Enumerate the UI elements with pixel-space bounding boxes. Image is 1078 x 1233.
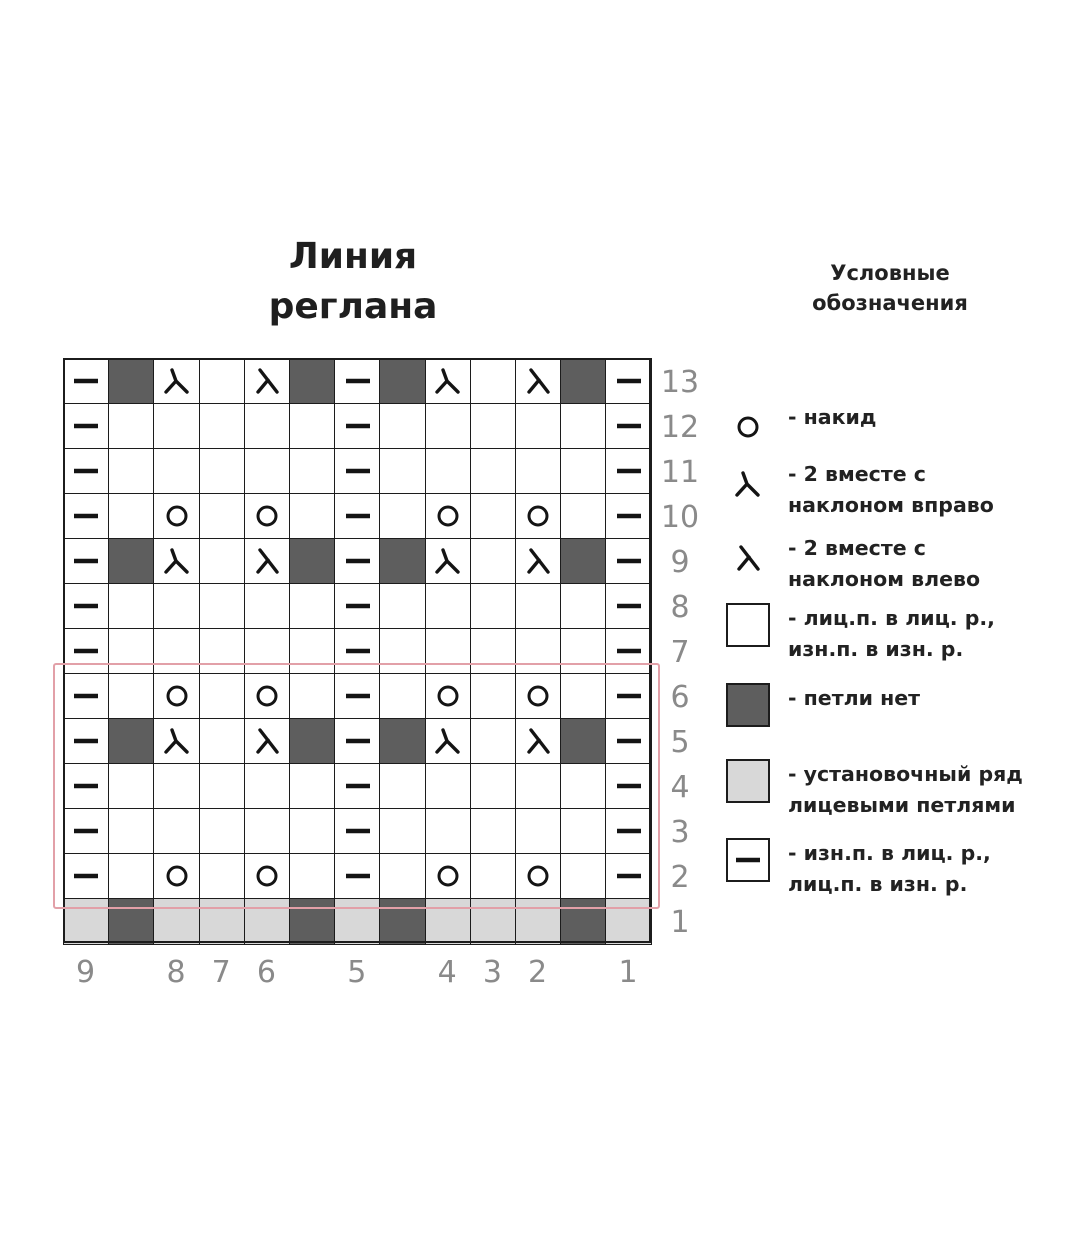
chart-cell-dash [334, 493, 381, 540]
chart-cell-empty [199, 763, 246, 810]
chart-cell-empty [379, 403, 426, 450]
purl-dash-icon [614, 546, 644, 576]
legend-text: - 2 вместе с наклоном влево [788, 536, 981, 591]
chart-cell-empty [244, 583, 291, 630]
chart-cell-empty [470, 358, 517, 405]
column-number: 3 [482, 955, 502, 990]
chart-cell-lean-right [153, 718, 200, 765]
yarn-over-circle-icon [162, 861, 192, 891]
chart-cell-empty [108, 853, 155, 900]
row-number: 3 [670, 815, 690, 850]
column-number: 2 [528, 955, 548, 990]
chart-cell-dash [63, 358, 110, 405]
chart-cell-dark [379, 358, 426, 405]
chart-cell-yo [153, 853, 200, 900]
row-number: 10 [660, 500, 700, 535]
purl-dash-icon [614, 501, 644, 531]
chart-cell-dash [605, 718, 652, 765]
chart-cell-dash [605, 763, 652, 810]
row-number: 2 [670, 860, 690, 895]
chart-cell-dash [334, 763, 381, 810]
yarn-over-circle-icon [433, 501, 463, 531]
chart-cell-dash [334, 673, 381, 720]
purl-dash-icon [71, 411, 101, 441]
chart-cell-empty [560, 448, 607, 495]
column-number: 9 [76, 955, 96, 990]
chart-cell-dark [560, 718, 607, 765]
chart-cell-empty [244, 448, 291, 495]
chart-cell-lean-left [244, 358, 291, 405]
chart-cell-dash [63, 538, 110, 585]
chart-cell-empty [560, 403, 607, 450]
yarn-over-circle-icon [726, 405, 770, 449]
k2tog-left-icon [252, 726, 282, 756]
legend-text: - лиц.п. в лиц. р., изн.п. в изн. р. [788, 606, 995, 661]
purl-dash-icon [71, 456, 101, 486]
chart-cell-dash [605, 448, 652, 495]
chart-cell-dash [63, 853, 110, 900]
chart-cell-dash [63, 673, 110, 720]
chart-cell-empty [379, 853, 426, 900]
chart-cell-dash [334, 583, 381, 630]
chart-cell-dark [289, 358, 336, 405]
chart-cell-dark [560, 898, 607, 945]
row-number: 8 [670, 590, 690, 625]
chart-cell-empty [199, 358, 246, 405]
chart-cell-empty [470, 628, 517, 675]
row-number: 4 [670, 770, 690, 805]
chart-cell-empty [425, 763, 472, 810]
chart-cell-light [153, 898, 200, 945]
chart-cell-dark [379, 898, 426, 945]
yarn-over-circle-icon [523, 861, 553, 891]
row-number: 12 [660, 410, 700, 445]
column-number: 4 [437, 955, 457, 990]
chart-cell-empty [425, 628, 472, 675]
chart-cell-empty [199, 853, 246, 900]
chart-cell-dark [289, 718, 336, 765]
chart-cell-empty [199, 583, 246, 630]
purl-dash-icon [71, 591, 101, 621]
purl-dash-icon [343, 771, 373, 801]
chart-cell-empty [289, 763, 336, 810]
purl-dash-icon [71, 366, 101, 396]
chart-cell-empty [199, 403, 246, 450]
legend-item [722, 603, 1078, 663]
row-number: 6 [670, 680, 690, 715]
chart-cell-yo [244, 673, 291, 720]
chart-cell-dash [63, 718, 110, 765]
chart-cell-empty [560, 673, 607, 720]
light-square-icon [726, 759, 770, 803]
legend-item [722, 683, 1078, 743]
chart-cell-dash [334, 718, 381, 765]
legend-text: - установочный ряд лицевыми петлями [788, 762, 1023, 817]
row-number: 9 [670, 545, 690, 580]
chart-cell-empty [470, 718, 517, 765]
chart-cell-yo [425, 673, 472, 720]
k2tog-left-icon [523, 366, 553, 396]
chart-cell-light [425, 898, 472, 945]
chart-cell-yo [153, 493, 200, 540]
chart-cell-dash [334, 538, 381, 585]
chart-cell-empty [470, 808, 517, 855]
yarn-over-circle-icon [523, 681, 553, 711]
purl-dash-icon [614, 681, 644, 711]
chart-cell-empty [425, 403, 472, 450]
chart-cell-empty [560, 583, 607, 630]
column-number: 1 [618, 955, 638, 990]
chart-cell-yo [515, 493, 562, 540]
chart-cell-dash [63, 493, 110, 540]
chart-cell-empty [244, 763, 291, 810]
purl-dash-icon [614, 861, 644, 891]
dark-square-icon [726, 683, 770, 727]
chart-cell-empty [199, 808, 246, 855]
chart-cell-dash [605, 808, 652, 855]
legend-text: - изн.п. в лиц. р., лиц.п. в изн. р. [788, 841, 991, 896]
purl-dash-icon [343, 726, 373, 756]
purl-dash-icon [343, 636, 373, 666]
chart-title: Линия реглана [268, 236, 438, 327]
purl-dash-icon [343, 546, 373, 576]
chart-cell-empty [199, 448, 246, 495]
legend-text: - петли нет [788, 686, 921, 710]
legend-text: - накид [788, 405, 877, 429]
chart-cell-empty [289, 583, 336, 630]
column-number: 8 [166, 955, 186, 990]
chart-cell-yo [244, 853, 291, 900]
legend-item [722, 838, 1078, 898]
chart-cell-empty [379, 448, 426, 495]
purl-dash-icon [71, 816, 101, 846]
chart-cell-dark [379, 718, 426, 765]
chart-cell-lean-right [153, 538, 200, 585]
chart-cell-empty [108, 583, 155, 630]
chart-cell-light [515, 898, 562, 945]
k2tog-left-icon [252, 546, 282, 576]
chart-cell-empty [470, 673, 517, 720]
purl-dash-icon [614, 366, 644, 396]
k2tog-left-icon [726, 536, 770, 580]
chart-cell-empty [470, 763, 517, 810]
chart-cell-empty [425, 808, 472, 855]
chart-cell-dash [605, 628, 652, 675]
chart-cell-empty [560, 808, 607, 855]
purl-dash-icon [71, 726, 101, 756]
chart-cell-empty [470, 538, 517, 585]
purl-dash-icon [71, 861, 101, 891]
chart-cell-empty [379, 493, 426, 540]
chart-cell-dash [605, 403, 652, 450]
chart-cell-light [470, 898, 517, 945]
chart-cell-empty [108, 808, 155, 855]
chart-cell-yo [425, 493, 472, 540]
chart-cell-dash [334, 448, 381, 495]
chart-cell-empty [515, 403, 562, 450]
k2tog-left-icon [252, 366, 282, 396]
chart-cell-lean-left [244, 718, 291, 765]
chart-cell-lean-right [425, 718, 472, 765]
chart-cell-empty [199, 718, 246, 765]
chart-cell-empty [108, 448, 155, 495]
yarn-over-circle-icon [252, 681, 282, 711]
row-number: 11 [660, 455, 700, 490]
purl-dash-icon [614, 456, 644, 486]
chart-cell-empty [515, 763, 562, 810]
chart-cell-lean-left [244, 538, 291, 585]
row-number: 7 [670, 635, 690, 670]
chart-cell-dash [63, 448, 110, 495]
chart-cell-empty [560, 853, 607, 900]
chart-cell-lean-left [515, 718, 562, 765]
k2tog-right-icon [433, 546, 463, 576]
purl-dash-icon [726, 838, 770, 882]
legend-item [722, 402, 1078, 462]
chart-cell-yo [244, 493, 291, 540]
chart-cell-empty [108, 403, 155, 450]
chart-cell-empty [470, 448, 517, 495]
chart-cell-dash [334, 808, 381, 855]
purl-dash-icon [71, 681, 101, 711]
chart-cell-empty [289, 808, 336, 855]
row-number: 13 [660, 365, 700, 400]
chart-cell-lean-right [425, 538, 472, 585]
column-number: 5 [347, 955, 367, 990]
purl-dash-icon [343, 456, 373, 486]
chart-cell-lean-left [515, 358, 562, 405]
chart-cell-yo [425, 853, 472, 900]
chart-cell-empty [153, 583, 200, 630]
purl-dash-icon [614, 591, 644, 621]
chart-cell-empty [379, 628, 426, 675]
chart-cell-empty [560, 493, 607, 540]
yarn-over-circle-icon [433, 861, 463, 891]
purl-dash-icon [343, 366, 373, 396]
knitting-chart-grid [63, 358, 651, 943]
purl-dash-icon [343, 411, 373, 441]
chart-cell-empty [289, 493, 336, 540]
chart-cell-empty [108, 493, 155, 540]
yarn-over-circle-icon [523, 501, 553, 531]
chart-cell-dark [560, 538, 607, 585]
chart-cell-empty [470, 853, 517, 900]
chart-cell-dark [379, 538, 426, 585]
k2tog-right-icon [162, 546, 192, 576]
chart-cell-dash [63, 808, 110, 855]
yarn-over-circle-icon [433, 681, 463, 711]
chart-cell-empty [244, 628, 291, 675]
chart-cell-empty [153, 403, 200, 450]
chart-cell-empty [153, 628, 200, 675]
chart-cell-dark [560, 358, 607, 405]
k2tog-right-icon [726, 462, 770, 506]
chart-cell-empty [199, 673, 246, 720]
chart-cell-empty [289, 448, 336, 495]
chart-cell-empty [289, 853, 336, 900]
chart-cell-yo [153, 673, 200, 720]
purl-dash-icon [71, 771, 101, 801]
chart-cell-dash [334, 403, 381, 450]
chart-cell-dash [334, 628, 381, 675]
k2tog-left-icon [523, 546, 553, 576]
yarn-over-circle-icon [252, 501, 282, 531]
white-square-icon [726, 603, 770, 647]
chart-cell-dark [289, 898, 336, 945]
chart-cell-lean-right [425, 358, 472, 405]
purl-dash-icon [343, 591, 373, 621]
legend-item [722, 533, 1078, 593]
column-number: 6 [256, 955, 276, 990]
k2tog-left-icon [523, 726, 553, 756]
chart-cell-light [244, 898, 291, 945]
row-number: 5 [670, 725, 690, 760]
purl-dash-icon [71, 546, 101, 576]
chart-cell-empty [108, 628, 155, 675]
chart-cell-empty [199, 628, 246, 675]
chart-cell-empty [379, 808, 426, 855]
chart-cell-dash [605, 853, 652, 900]
chart-cell-dash [605, 493, 652, 540]
column-number: 7 [211, 955, 231, 990]
chart-cell-lean-left [515, 538, 562, 585]
chart-cell-empty [289, 628, 336, 675]
chart-cell-yo [515, 853, 562, 900]
chart-cell-empty [425, 448, 472, 495]
yarn-over-circle-icon [162, 681, 192, 711]
chart-cell-yo [515, 673, 562, 720]
purl-dash-icon [343, 861, 373, 891]
chart-cell-empty [379, 583, 426, 630]
purl-dash-icon [614, 816, 644, 846]
purl-dash-icon [614, 771, 644, 801]
chart-cell-light [334, 898, 381, 945]
chart-cell-empty [379, 673, 426, 720]
k2tog-right-icon [162, 726, 192, 756]
legend-item [722, 459, 1078, 519]
chart-cell-empty [515, 628, 562, 675]
yarn-over-circle-icon [252, 861, 282, 891]
chart-cell-empty [153, 448, 200, 495]
purl-dash-icon [614, 636, 644, 666]
chart-cell-dark [108, 898, 155, 945]
chart-cell-dash [605, 538, 652, 585]
chart-cell-empty [515, 808, 562, 855]
chart-cell-empty [153, 763, 200, 810]
k2tog-right-icon [433, 366, 463, 396]
chart-cell-empty [425, 583, 472, 630]
chart-cell-empty [379, 763, 426, 810]
chart-cell-empty [108, 673, 155, 720]
chart-cell-light [63, 898, 110, 945]
chart-cell-empty [244, 808, 291, 855]
chart-cell-empty [515, 583, 562, 630]
chart-cell-dash [605, 358, 652, 405]
chart-cell-empty [153, 808, 200, 855]
chart-cell-dash [63, 763, 110, 810]
chart-cell-dash [334, 853, 381, 900]
chart-cell-dash [605, 583, 652, 630]
chart-cell-dash [63, 583, 110, 630]
chart-cell-dark [289, 538, 336, 585]
chart-cell-empty [470, 403, 517, 450]
chart-cell-lean-right [153, 358, 200, 405]
chart-cell-dark [108, 358, 155, 405]
legend-text: - 2 вместе с наклоном вправо [788, 462, 994, 517]
purl-dash-icon [614, 411, 644, 441]
yarn-over-circle-icon [162, 501, 192, 531]
purl-dash-icon [71, 501, 101, 531]
k2tog-right-icon [162, 366, 192, 396]
chart-cell-light [199, 898, 246, 945]
chart-cell-light [605, 898, 652, 945]
chart-cell-dash [605, 673, 652, 720]
purl-dash-icon [71, 636, 101, 666]
chart-cell-empty [199, 538, 246, 585]
chart-cell-empty [108, 763, 155, 810]
legend-item [722, 759, 1078, 819]
chart-cell-dash [63, 403, 110, 450]
chart-cell-empty [289, 673, 336, 720]
chart-cell-empty [515, 448, 562, 495]
chart-cell-empty [560, 628, 607, 675]
chart-cell-empty [470, 583, 517, 630]
legend-title: Условные обозначения [812, 261, 968, 315]
row-number: 1 [670, 905, 690, 940]
chart-cell-empty [289, 403, 336, 450]
chart-cell-dash [63, 628, 110, 675]
chart-cell-dash [334, 358, 381, 405]
chart-cell-empty [244, 403, 291, 450]
chart-cell-empty [560, 763, 607, 810]
chart-cell-dark [108, 538, 155, 585]
chart-cell-empty [470, 493, 517, 540]
chart-cell-dark [108, 718, 155, 765]
purl-dash-icon [343, 681, 373, 711]
chart-cell-empty [199, 493, 246, 540]
purl-dash-icon [343, 816, 373, 846]
purl-dash-icon [343, 501, 373, 531]
purl-dash-icon [614, 726, 644, 756]
k2tog-right-icon [433, 726, 463, 756]
